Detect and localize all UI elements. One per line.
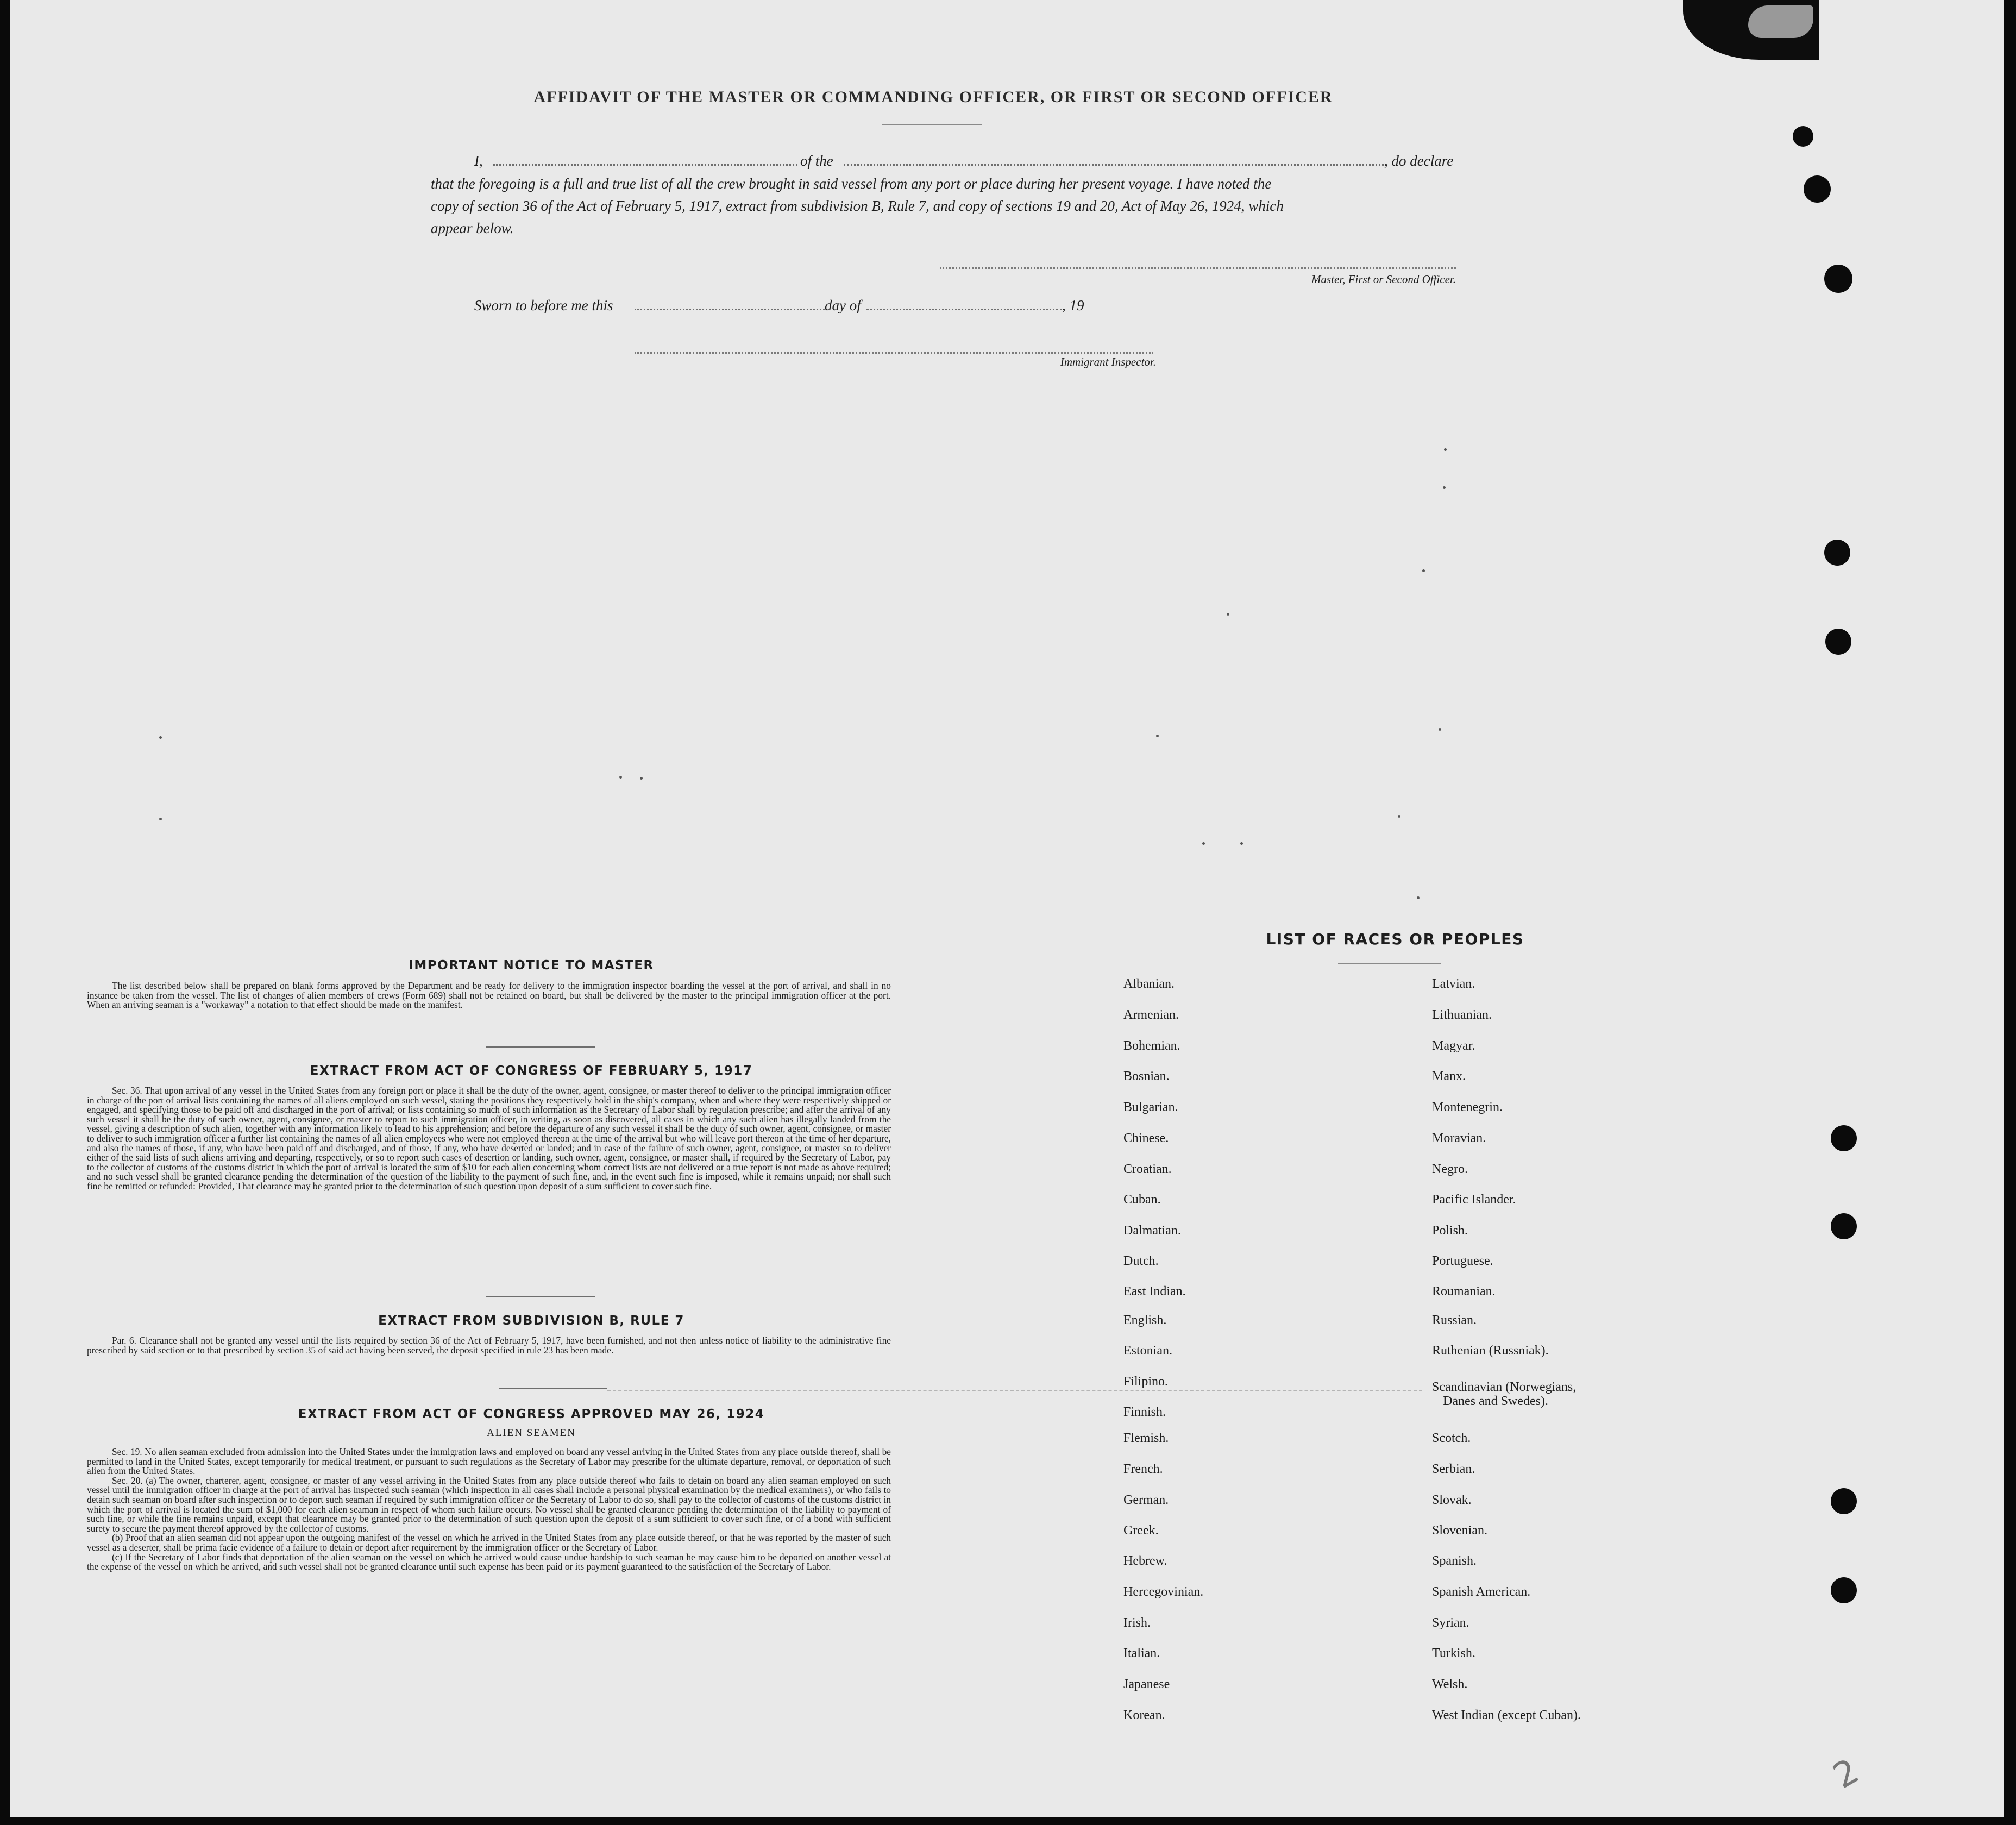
race-item: Spanish American.	[1432, 1585, 1531, 1599]
alien-seamen-subtitle: ALIEN SEAMEN	[487, 1427, 576, 1439]
punch-hole	[1831, 1125, 1857, 1151]
vessel-name-field[interactable]	[844, 150, 1387, 166]
speck	[1227, 613, 1229, 616]
extract-1917-body	[87, 1086, 891, 1191]
master-signature-line[interactable]	[940, 267, 1456, 269]
speck	[640, 777, 643, 780]
sec-20a-paragraph: Sec. 20. (a) The owner, charterer, agent, consignee, or master of any vessel arriving in the United States from any place outside thereof who fails to detain on board any alien seaman employed on such vessel until the immigration officer in charge at the port of arrival has inspected such seaman (which inspection in all cases shall include a personal physical examination by the medical examiners), or who fails to detain such seaman on board after such inspection or to deport such seaman if required by such immigration officer or the Secretary of Labor to do so, shall pay to the collector of customs of the customs district in which the port of arrival is located the sum of $1,000 for each alien seaman in respect of whom such failure occurs. No vessel shall be granted clearance pending the determination of the liability to payment of such fine, or while the fine remains unpaid, except that clearance may be granted prior to the determination of such question upon the deposit of a sum sufficient to cover such fine, or of a bond with sufficient surety to secure the payment thereof approved by the collector of customs.	[87, 1475, 891, 1534]
faint-divider	[607, 1390, 1422, 1391]
race-item: Syrian.	[1432, 1616, 1469, 1630]
race-item: Slovak.	[1432, 1493, 1472, 1507]
race-item: Turkish.	[1432, 1646, 1475, 1660]
inspector-signature-label: Immigrant Inspector.	[1060, 355, 1156, 368]
inspector-signature-line[interactable]	[635, 352, 1153, 354]
race-item: Cuban.	[1123, 1193, 1161, 1207]
sworn-month-field[interactable]	[866, 294, 1062, 310]
speck	[159, 818, 162, 820]
race-item: Scandinavian (Norwegians,	[1432, 1380, 1577, 1394]
punch-hole	[1831, 1577, 1857, 1603]
race-item: Latvian.	[1432, 977, 1475, 991]
speck	[1443, 486, 1446, 489]
race-item: Moravian.	[1432, 1131, 1486, 1145]
punch-hole	[1831, 1213, 1857, 1239]
subdivision-b-title: EXTRACT FROM SUBDIVISION B, RULE 7	[378, 1314, 684, 1328]
race-item: Chinese.	[1123, 1131, 1169, 1145]
race-item: Korean.	[1123, 1708, 1165, 1722]
race-item: Japanese	[1123, 1677, 1170, 1691]
punch-hole	[1825, 629, 1851, 655]
punch-hole	[1831, 1488, 1857, 1514]
torn-corner-edge	[1748, 5, 1813, 38]
speck	[1156, 735, 1159, 737]
speck	[1398, 815, 1400, 818]
master-name-field[interactable]	[493, 150, 797, 166]
race-item: Pacific Islander.	[1432, 1193, 1516, 1207]
punch-hole	[1804, 175, 1831, 203]
section-divider	[499, 1388, 607, 1389]
affidavit-line-3: copy of section 36 of the Act of February 5, 1917, extract from subdivision B, Rule 7, and copy of sections 19 and 20, Act of May 26, 1924, which	[431, 198, 1284, 214]
punch-hole	[1824, 265, 1852, 293]
race-item: Scotch.	[1432, 1431, 1471, 1445]
races-title: LIST OF RACES OR PEOPLES	[1266, 930, 1524, 948]
race-item: Armenian.	[1123, 1008, 1179, 1022]
speck	[619, 776, 622, 779]
form-page	[10, 0, 2004, 1817]
race-item: East Indian.	[1123, 1284, 1186, 1299]
section-divider	[486, 1046, 595, 1048]
race-item: Dalmatian.	[1123, 1224, 1181, 1238]
race-item: Filipino.	[1123, 1375, 1169, 1389]
race-item: Serbian.	[1432, 1462, 1475, 1476]
race-item: Croatian.	[1123, 1162, 1172, 1176]
race-item: Hercegovinian.	[1123, 1585, 1204, 1599]
sec-20b-paragraph: (b) Proof that an alien seaman did not appear upon the outgoing manifest of the vessel on which he arrived in the United States from any place outside thereof, or that he was reported by the master of such vessel as a deserter, shall be prima facie evidence of a failure to detain or deport after requirement by the immigration officer or the Secretary of Labor.	[87, 1532, 891, 1553]
race-item: Portuguese.	[1432, 1254, 1493, 1268]
notice-title: IMPORTANT NOTICE TO MASTER	[409, 958, 654, 973]
race-item: Spanish.	[1432, 1554, 1477, 1568]
race-item: French.	[1123, 1462, 1163, 1476]
speck	[1422, 569, 1425, 572]
speck	[1202, 842, 1205, 845]
sworn-line	[474, 294, 1501, 316]
race-item: Hebrew.	[1123, 1554, 1167, 1568]
sec-20c-paragraph: (c) If the Secretary of Labor finds that deportation of the alien seaman on the vessel on which he arrived would cause undue hardship to such seaman he may cause him to be deported on another vessel at the expense of the vessel on which he arrived, and such vessel shall not be granted clearance until such expense has been paid or its payment guaranteed to the satisfaction of the Secretary of Labor.	[87, 1551, 891, 1572]
speck	[1444, 448, 1447, 451]
speck	[1417, 896, 1420, 899]
punch-hole	[1824, 540, 1850, 566]
race-item: Lithuanian.	[1432, 1008, 1492, 1022]
race-item: Magyar.	[1432, 1039, 1475, 1053]
affidavit-line-2: that the foregoing is a full and true list of all the crew brought in said vessel from any port or place during her present voyage. I have noted the	[431, 175, 1272, 192]
race-item: Russian.	[1432, 1313, 1477, 1327]
race-item: Ruthenian (Russniak).	[1432, 1344, 1549, 1358]
race-item: Manx.	[1432, 1069, 1466, 1083]
race-item: German.	[1123, 1493, 1169, 1507]
affidavit-do-declare: , do declare	[1384, 153, 1454, 169]
speck	[1240, 842, 1243, 845]
notice-body	[87, 981, 891, 1010]
race-item: Bohemian.	[1123, 1039, 1180, 1053]
section-divider	[486, 1296, 595, 1297]
margin-mark: 2	[1826, 1751, 1866, 1797]
title-divider	[882, 124, 982, 125]
race-item: Finnish.	[1123, 1405, 1166, 1419]
sworn-year: , 19	[1062, 297, 1084, 313]
affidavit-of-the: of the	[800, 153, 833, 169]
race-item: Italian.	[1123, 1646, 1160, 1660]
race-item: Dutch.	[1123, 1254, 1159, 1268]
extract-1924-body	[87, 1447, 891, 1572]
speck	[1439, 728, 1441, 731]
race-item: West Indian (except Cuban).	[1432, 1708, 1581, 1722]
race-item: Welsh.	[1432, 1677, 1468, 1691]
race-item: Bosnian.	[1123, 1069, 1170, 1083]
extract-1917-title: EXTRACT FROM ACT OF CONGRESS OF FEBRUARY 5, 1917	[310, 1064, 753, 1078]
race-item: Estonian.	[1123, 1344, 1172, 1358]
race-item: Slovenian.	[1432, 1523, 1487, 1538]
race-item: Irish.	[1123, 1616, 1151, 1630]
master-signature-label: Master, First or Second Officer.	[1311, 273, 1456, 286]
sworn-day-field[interactable]	[635, 294, 825, 310]
races-divider	[1338, 963, 1441, 964]
affidavit-line-4: appear below.	[431, 220, 514, 236]
sec-19-paragraph: Sec. 19. No alien seaman excluded from admission into the United States under the immigration laws and employed on board any vessel arriving in the United States from any place outside thereof, shall be permitted to land in the United States, except temporarily for medical treatment, or pursuant to such regulations as the Secretary of Labor may prescribe for the ultimate departure, removal, or deportation of such alien from the United States.	[87, 1446, 891, 1477]
par-6-paragraph: Par. 6. Clearance shall not be granted any vessel until the lists required by section 36 of the Act of February 5, 1917, have been furnished, and not then unless notice of liability to the administrative fine prescribed by said section or to that prescribed by section 35 of said act having been served, the deposit specified in rule 23 has been made.	[87, 1335, 891, 1356]
punch-hole	[1793, 126, 1813, 147]
sec-36-paragraph: Sec. 36. That upon arrival of any vessel in the United States from any foreign port or place it shall be the duty of the owner, agent, consignee, or master thereof to deliver to the principal immigration officer in charge of the port of arrival lists containing the names of all aliens employed on such vessel, stating the positions they respectively hold in the ship's company, when and where they were respectively shipped or engaged, and specifying those to be paid off and discharged in the port of arrival; or lists containing so much of such information as the Secretary of Labor shall by regulation prescribe; and after the arrival of any such vessel it shall be the duty of such owner, agent, consignee, or master to report to such immigration officer, in writing, as soon as discovered, all cases in which any such alien has illegally landed from the vessel, giving a description of such alien, together with any information likely to lead to his apprehension; and before the departure of any such vessel it shall be the duty of such owner, agent, consignee, or master to deliver to such immigration officer a further list containing the names of all alien employees who were not employed thereon at the time of the arrival but who will leave port thereon at the time of her departure, and also the names of those, if any, who have been paid off and discharged, and of those, if any, who have deserted or landed; and in case of the failure of such owner, agent, consignee, or master so to deliver either of the said lists of such aliens arriving and departing, respectively, or so to report such cases of desertion or landing, such owner, agent, consignee, or master shall, if required by the Secretary of Labor, pay to the collector of customs of the customs district in which the port of arrival is located the sum of $10 for each alien concerning whom correct lists are not delivered or a true report is not made as above required; and no such vessel shall be granted clearance pending the determination of the question of the liability to the payment of such fine, and, in the event such fine is imposed, while it remains unpaid; nor shall such fine be remitted or refunded: Provided, That clearance may be granted prior to the determination of such question upon deposit of a sum sufficient to cover such fine.	[87, 1085, 891, 1191]
race-item: Bulgarian.	[1123, 1100, 1178, 1114]
race-item: Danes and Swedes).	[1443, 1394, 1548, 1408]
sworn-day-of: day of	[825, 297, 861, 313]
affidavit-i: I,	[474, 153, 483, 169]
race-item: Montenegrin.	[1432, 1100, 1503, 1114]
race-item: Polish.	[1432, 1224, 1468, 1238]
extract-1924-title: EXTRACT FROM ACT OF CONGRESS APPROVED MAY 26, 1924	[298, 1407, 765, 1421]
race-item: Negro.	[1432, 1162, 1468, 1176]
race-item: English.	[1123, 1313, 1167, 1327]
sworn-label: Sworn to before me this	[474, 297, 613, 313]
race-item: Flemish.	[1123, 1431, 1169, 1445]
subdivision-b-body	[87, 1336, 891, 1355]
race-item: Roumanian.	[1432, 1284, 1496, 1299]
speck	[159, 736, 162, 739]
race-item: Albanian.	[1123, 977, 1175, 991]
race-item: Greek.	[1123, 1523, 1159, 1538]
notice-paragraph: The list described below shall be prepared on blank forms approved by the Department and be ready for delivery to the immigration inspector boarding the vessel at the port of arrival, and shall in no instance be taken from the vessel. The list of changes of alien members of crews (Form 689) shall not be retained on board, but shall be delivered by the master to the principal immigration officer at the port. When an arriving seaman is a "workaway" a notation to that effect should be made on the manifest.	[87, 980, 891, 1011]
affidavit-title: AFFIDAVIT OF THE MASTER OR COMMANDING OFFICER, OR FIRST OR SECOND OFFICER	[533, 88, 1333, 106]
